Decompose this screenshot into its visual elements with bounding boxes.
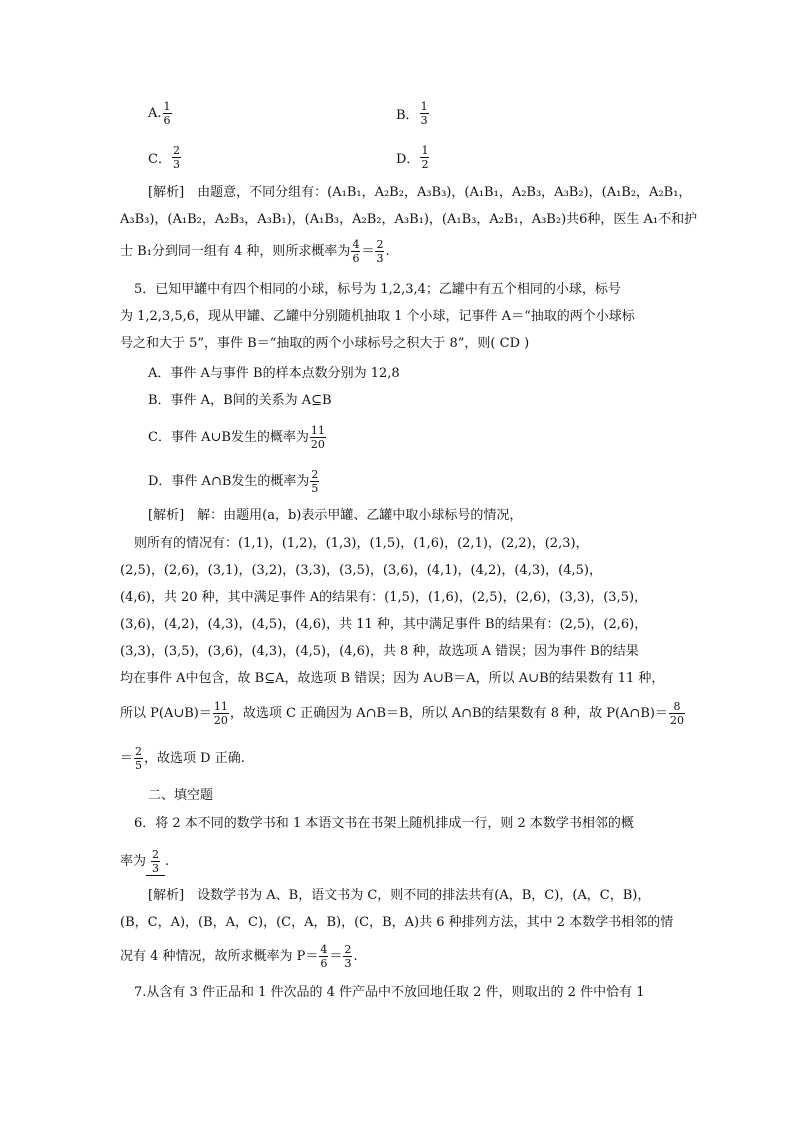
q5-line-1: 5．已知甲罐中有四个相同的小球，标号为 1,2,3,4；乙罐中有五个相同的小球，标号 [134,282,621,297]
option-d [396,144,430,171]
option-a-fraction: $\frac{1}{6}$ [163,100,171,127]
q5-option-a: A．事件 A与事件 B的样本点数分别为 12,8 [148,366,400,381]
q5-analysis-fraction-2: $\frac{8}{20}$ [669,700,684,727]
option-a [148,100,173,127]
q6-analysis-line-2: (B，C，A)，(B，A，C)，(C，A，B)，(C，B，A)共 6 种排列方法，其中 2 本数学书相邻的情 [120,915,674,930]
q6-period: . [165,854,170,869]
q4-period: . [385,244,390,259]
q4-analysis-line-1: [解析] 由题意，不同分组有：(A₁B₁，A₂B₂，A₃B₃)，(A₁B₁，A₂B₃，A₃B₂)，(A₁B₂，A₂B₁， [148,185,692,200]
q5-line-2: 为 1,2,3,5,6，现从甲罐、乙罐中分别随机抽取 1 个小球，记事件 A＝“抽取的两个小球标 [120,309,635,324]
q5-analysis-line-3: (2,5)，(2,6)，(3,1)，(3,2)，(3,3)，(3,5)，(3,6)，(4,1)，(4,2)，(4,3)，(4,5)， [120,563,602,578]
q6-answer-blank [146,848,165,876]
q4-equals: ＝ [361,244,375,259]
q6-line-2 [120,848,169,876]
q5-option-b: B．事件 A，B间的关系为 A⊆B [148,393,332,408]
q5-analysis-fraction-3: $\frac{2}{5}$ [135,745,143,772]
q5-option-d-fraction: $\frac{2}{5}$ [311,468,319,495]
q6-line-1: 6．将 2 本不同的数学书和 1 本语文书在书架上随机排成一行，则 2 本数学书相邻的概 [134,816,634,831]
q5-option-c-fraction: $\frac{11}{20}$ [310,424,325,451]
q5-line-3: 号之和大于 5”，事件 B＝“抽取的两个小球标号之积大于 8”，则( CD ) [120,336,530,351]
q5-analysis-equals: ＝ [120,751,134,766]
q4-analysis-line-3 [120,238,390,265]
q5-analysis-line-5: (3,6)，(4,2)，(4,3)，(4,5)，(4,6)，共 11 种，其中满足事件 B的结果有：(2,5)，(2,6)， [120,617,648,632]
q5-analysis-line-1: [解析] 解：由题用(a，b)表示甲罐、乙罐中取小球标号的情况， [148,508,523,523]
option-d-fraction: $\frac{1}{2}$ [421,144,429,171]
q5-option-d [148,468,320,495]
q5-analysis-line-6: (3,3)，(3,5)，(3,6)，(4,3)，(4,5)，(4,6)，共 8 种，故选项 A 错误；因为事件 B的结果 [120,644,639,659]
option-c [148,144,182,171]
option-a-label: A. [148,106,162,121]
q6-analysis-line-1: [解析] 设数学书为 A、B，语文书为 C，则不同的排法共有(A，B，C)，(A，C，B)， [148,888,651,903]
q5-analysis-mid-text: ，故选项 C 正确因为 A∩B＝B，所以 A∩B的结果数有 8 种，故 P(A∩B)＝ [229,706,668,721]
option-d-label: D． [396,152,420,167]
q5-analysis-line-2: 则所有的情况有：(1,1)，(1,2)，(1,3)，(1,5)，(1,6)，(2,1)，(2,2)，(2,3)， [134,536,589,551]
q5-analysis-line-4: (4,6)，共 20 种，其中满足事件 A的结果有：(1,5)，(1,6)，(2,5)，(2,6)，(3,3)，(3,5)， [120,590,648,605]
option-b-label: B． [396,108,419,123]
q6-analysis-fraction-2: $\frac{2}{3}$ [344,943,352,970]
q5-option-c [148,424,327,451]
option-b [396,100,430,127]
q5-option-c-text: C．事件 A∪B发生的概率为 [148,430,309,445]
q4-analysis-text: 士 B₁分到同一组有 4 种，则所求概率为 [120,244,351,259]
q7-line-1: 7.从含有 3 件正品和 1 件次品的 4 件产品中不放回地任取 2 件，则取出的 2 件中恰有 1 [134,985,645,1000]
q5-analysis-line-7: 均在事件 A中包含，故 B⊆A，故选项 B 错误；因为 A∪B＝A，所以 A∪B的结果数有 11 种， [120,671,665,686]
q6-answer-fraction: $\frac{2}{3}$ [152,848,160,875]
q6-prefix: 率为 [120,854,147,869]
section-heading: 二、填空题 [148,788,214,803]
q4-analysis-line-2: A₃B₃)，(A₁B₂，A₂B₃，A₃B₁)，(A₁B₃，A₂B₂，A₃B₁)，(A₁B₃，A₂B₁，A₃B₂)共6种，医生 A₁不和护 [120,212,698,227]
q6-analysis-text: 况有 4 种情况，故所求概率为 P＝ [120,949,319,964]
q6-analysis-equals: ＝ [329,949,343,964]
option-c-fraction: $\frac{2}{3}$ [172,144,180,171]
q5-option-d-text: D．事件 A∩B发生的概率为 [148,474,310,489]
q4-fraction-2: $\frac{2}{3}$ [376,238,384,265]
q6-analysis-fraction-1: $\frac{4}{6}$ [320,943,328,970]
option-b-fraction: $\frac{1}{3}$ [420,100,428,127]
q4-fraction-1: $\frac{4}{6}$ [352,238,360,265]
q6-analysis-period: . [353,949,358,964]
q5-analysis-conclusion: ，故选项 D 正确. [144,751,245,766]
q5-analysis-prob-text: 所以 P(A∪B)＝ [120,706,212,721]
option-c-label: C． [148,152,171,167]
q5-analysis-line-8 [120,700,686,727]
q5-analysis-line-9 [120,745,245,772]
q5-analysis-fraction-1: $\frac{11}{20}$ [213,700,228,727]
q6-analysis-line-3 [120,943,358,970]
